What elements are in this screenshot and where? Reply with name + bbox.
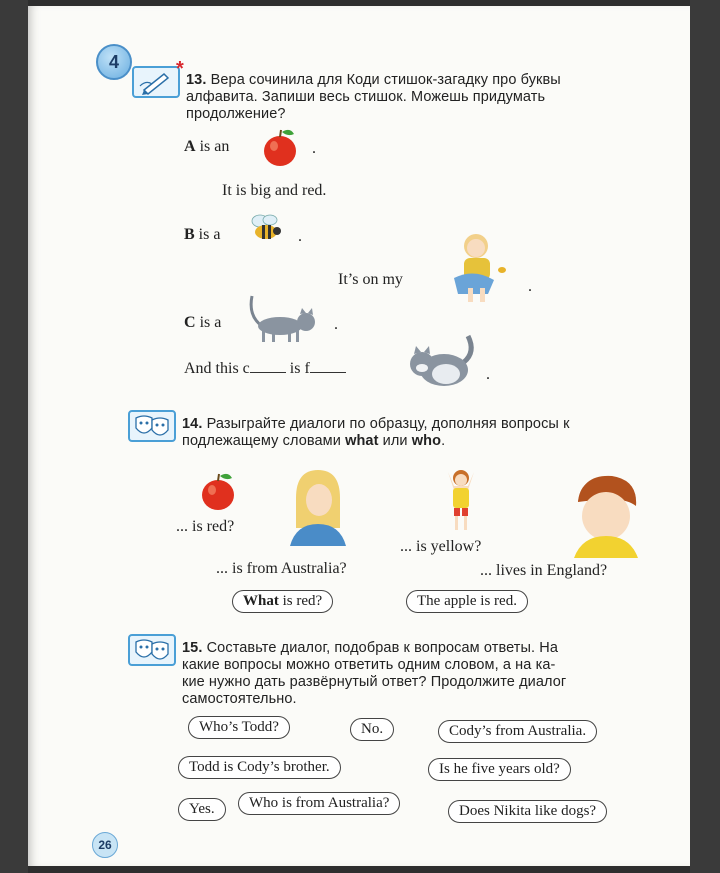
task15-line1: Составьте диалог, подобрав к вопросам ответы. На: [206, 640, 559, 656]
scan-frame-left: [0, 0, 28, 873]
poem-line-its-end: .: [528, 278, 532, 295]
blank-line: [310, 372, 346, 373]
letter-b: B: [184, 226, 195, 243]
bubble-todd-is-codys-brother: Todd is Cody’s brother.: [178, 756, 341, 779]
poem-line-its: It’s on my: [338, 271, 403, 288]
fat-cat-icon: [406, 332, 480, 390]
task13-line2: алфавита. Запиши весь стишок. Можешь придумать: [186, 89, 546, 105]
bubble-whos-todd: Who’s Todd?: [188, 716, 290, 739]
poem-and-part1: And this c: [184, 360, 250, 377]
girl-with-bee-icon: [446, 228, 516, 308]
role-play-task-icon: [128, 410, 176, 442]
letter-c: C: [184, 314, 196, 331]
apple-icon: [200, 468, 240, 512]
bubble-codys-from-australia: Cody’s from Australia.: [438, 720, 597, 743]
poem-line-b: [184, 226, 220, 244]
page-number: 26: [92, 832, 118, 858]
task13-number: 13.: [186, 72, 207, 88]
question-red: ... is red?: [176, 518, 235, 535]
task14-or: или: [382, 433, 408, 449]
example-question-bubble: [232, 590, 333, 613]
question-australia: ... is from Australia?: [216, 560, 347, 577]
task14-what: what: [345, 433, 379, 449]
bubble-who-is-from-australia: Who is from Australia?: [238, 792, 400, 815]
bubble-does-nikita-like-dogs: Does Nikita like dogs?: [448, 800, 607, 823]
example-what: What: [243, 593, 279, 609]
poem-line-a-end: .: [312, 140, 316, 157]
poem-line-a-text: is an: [199, 138, 230, 155]
bubble-no: No.: [350, 718, 394, 741]
role-play-task-icon: [128, 634, 176, 666]
poem-line-a: [184, 138, 229, 156]
task15-line3: кие нужно дать развёрнутый ответ? Продолжите диалог: [182, 674, 567, 690]
scan-frame-right: [690, 0, 720, 873]
task14-line1: Разыграйте диалоги по образцу, дополняя вопросы к: [206, 416, 570, 432]
poem-line-c: [184, 314, 221, 332]
poem-line-and: [184, 360, 346, 378]
question-england: ... lives in England?: [480, 562, 608, 579]
bubble-yes: Yes.: [178, 798, 226, 821]
unit-badge: 4: [96, 44, 132, 80]
task15-line2: какие вопросы можно ответить одним словом, а на ка-: [182, 657, 556, 673]
poem-line-and-end: .: [486, 366, 490, 383]
task14-line2: подлежащему словами: [182, 433, 341, 449]
blank-line: [250, 372, 286, 373]
task15-line4: самостоятельно.: [182, 691, 297, 707]
task15-instruction: [182, 640, 566, 708]
writing-task-icon: [132, 66, 180, 98]
star-icon: *: [176, 58, 184, 80]
poem-line-big: It is big and red.: [222, 182, 327, 199]
cat-icon: [246, 292, 320, 344]
task15-number: 15.: [182, 640, 203, 656]
poem-line-c-end: .: [334, 316, 338, 333]
task14-end: .: [441, 433, 446, 449]
task13-line1: Вера сочинила для Коди стишок-загадку про буквы: [210, 72, 561, 88]
task13-instruction: [186, 72, 561, 123]
poem-line-b-text: is a: [198, 226, 221, 243]
girl-yellow-shirt-icon: [444, 468, 478, 536]
bubble-is-he-five: Is he five years old?: [428, 758, 571, 781]
task14-instruction: [182, 416, 570, 450]
textbook-page: [28, 6, 690, 866]
example-answer-bubble: The apple is red.: [406, 590, 528, 613]
poem-and-part2: is f: [289, 360, 310, 377]
apple-icon: [262, 126, 302, 168]
boy-portrait-icon: [564, 472, 648, 558]
poem-line-c-text: is a: [199, 314, 222, 331]
question-yellow: ... is yellow?: [400, 538, 482, 555]
letter-a: A: [184, 138, 196, 155]
bee-icon: [246, 212, 288, 246]
task14-who: who: [411, 433, 442, 449]
example-question-rest: is red?: [282, 593, 323, 609]
task13-line3: продолжение?: [186, 106, 286, 122]
girl-portrait-icon: [286, 468, 348, 546]
poem-line-b-end: .: [298, 228, 302, 245]
task14-number: 14.: [182, 416, 203, 432]
